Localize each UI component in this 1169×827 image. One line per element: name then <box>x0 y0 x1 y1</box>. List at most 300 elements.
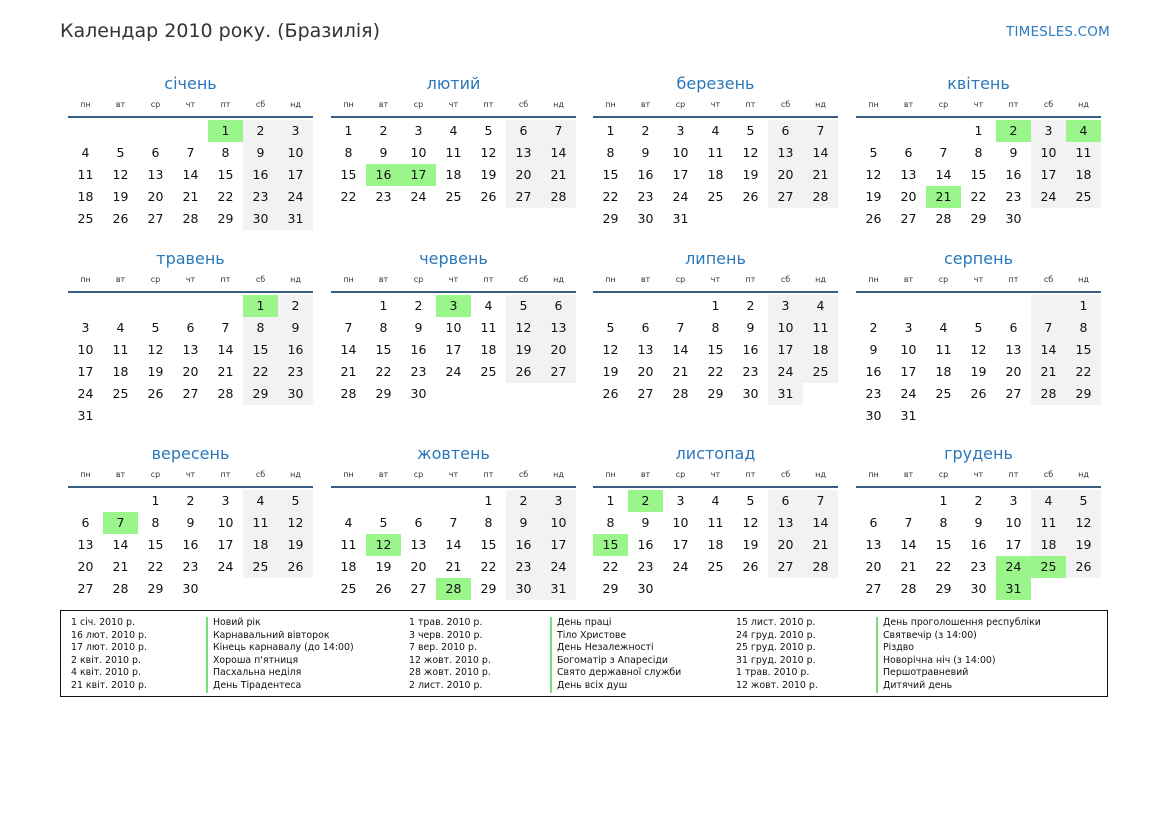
day-grid <box>68 490 313 600</box>
empty-cell <box>628 295 663 317</box>
day-cell: 28 <box>182 211 199 226</box>
day-cell: 13 <box>1005 342 1022 357</box>
day-cell: 31 <box>672 211 689 226</box>
day-cell: 3 <box>1009 493 1018 508</box>
day-cell: 14 <box>217 342 234 357</box>
day-cell: 19 <box>865 189 882 204</box>
day-cell: 26 <box>278 556 313 578</box>
day-cell: 22 <box>602 559 619 574</box>
day-cell: 5 <box>606 320 615 335</box>
day-cell: 28 <box>935 211 952 226</box>
day-cell-holiday: 17 <box>401 164 436 186</box>
day-cell: 16 <box>637 167 654 182</box>
weekday-label: чт <box>973 470 984 479</box>
empty-cell <box>436 383 471 405</box>
day-cell: 9 <box>1009 145 1018 160</box>
weekday-label: вт <box>115 470 126 479</box>
day-cell: 5 <box>151 320 160 335</box>
month-4 <box>856 73 1101 230</box>
empty-cell <box>208 295 243 317</box>
day-cell: 17 <box>541 534 576 556</box>
day-cell: 7 <box>904 515 913 530</box>
month-name: квітень <box>947 74 1010 93</box>
day-cell: 12 <box>506 317 541 339</box>
day-cell: 14 <box>900 537 917 552</box>
day-cell: 3 <box>541 490 576 512</box>
empty-cell <box>996 405 1031 427</box>
day-cell: 18 <box>803 339 838 361</box>
day-cell: 28 <box>340 386 357 401</box>
day-cell: 24 <box>77 386 94 401</box>
day-cell: 7 <box>541 120 576 142</box>
day-cell: 1 <box>151 493 160 508</box>
page-title: Календар 2010 року. (Бразилія) <box>60 20 381 42</box>
day-grid <box>856 120 1101 230</box>
day-cell: 1 <box>939 493 948 508</box>
legend-date: 1 трав. 2010 р. <box>409 617 483 628</box>
empty-cell <box>856 295 891 317</box>
day-cell: 27 <box>541 361 576 383</box>
weekday-label: вт <box>378 275 389 284</box>
empty-cell <box>733 208 768 230</box>
day-cell-holiday: 25 <box>1031 556 1066 578</box>
day-cell: 23 <box>182 559 199 574</box>
day-cell: 28 <box>803 556 838 578</box>
day-cell: 12 <box>865 167 882 182</box>
legend-date: 17 лют. 2010 р. <box>71 642 147 654</box>
day-cell: 25 <box>1066 186 1101 208</box>
day-cell: 14 <box>112 537 129 552</box>
weekday-header <box>593 273 838 293</box>
day-cell: 16 <box>637 537 654 552</box>
day-cell: 5 <box>484 123 493 138</box>
day-cell: 8 <box>221 145 230 160</box>
weekday-label: вт <box>378 100 389 109</box>
day-cell: 30 <box>410 386 427 401</box>
day-cell: 2 <box>641 123 650 138</box>
weekday-label: нд <box>290 100 301 109</box>
day-cell: 26 <box>147 386 164 401</box>
day-cell: 30 <box>865 408 882 423</box>
day-cell: 15 <box>375 342 392 357</box>
day-cell: 12 <box>278 512 313 534</box>
day-cell: 17 <box>217 537 234 552</box>
empty-cell <box>1066 578 1101 600</box>
day-cell: 14 <box>340 342 357 357</box>
legend-holiday-name: День Незалежності <box>557 642 654 654</box>
day-cell: 21 <box>340 364 357 379</box>
weekday-label: пн <box>868 100 879 109</box>
weekday-label: ср <box>675 470 686 479</box>
day-cell: 30 <box>970 581 987 596</box>
day-cell: 11 <box>1066 142 1101 164</box>
day-cell: 23 <box>410 364 427 379</box>
day-cell: 29 <box>602 211 619 226</box>
empty-cell <box>733 578 768 600</box>
day-cell: 11 <box>1031 512 1066 534</box>
weekday-header <box>68 468 313 488</box>
day-cell-holiday: 28 <box>436 578 471 600</box>
day-cell: 13 <box>77 537 94 552</box>
legend-date: 15 лист. 2010 р. <box>736 617 816 628</box>
day-cell: 15 <box>340 167 357 182</box>
weekday-label: сб <box>518 275 529 284</box>
weekday-label: чт <box>973 275 984 284</box>
day-cell-holiday: 21 <box>926 186 961 208</box>
day-cell: 24 <box>445 364 462 379</box>
day-cell: 2 <box>243 120 278 142</box>
day-cell: 15 <box>602 167 619 182</box>
empty-cell <box>698 208 733 230</box>
day-cell: 13 <box>506 142 541 164</box>
day-cell: 15 <box>935 537 952 552</box>
day-cell: 17 <box>278 164 313 186</box>
day-cell: 17 <box>445 342 462 357</box>
day-cell: 24 <box>672 559 689 574</box>
month-name: жовтень <box>417 444 490 463</box>
day-cell: 29 <box>217 211 234 226</box>
day-grid <box>331 295 576 405</box>
day-cell: 5 <box>974 320 983 335</box>
weekday-label: пт <box>1008 275 1019 284</box>
legend-names-column <box>206 617 354 693</box>
day-cell: 27 <box>506 186 541 208</box>
empty-cell <box>103 295 138 317</box>
empty-cell <box>138 405 173 427</box>
day-cell-holiday: 2 <box>996 120 1031 142</box>
day-cell: 9 <box>974 515 983 530</box>
weekday-label: чт <box>448 275 459 284</box>
day-cell: 9 <box>414 320 423 335</box>
site-link[interactable]: TIMESLES.COM <box>1006 24 1110 40</box>
day-cell: 13 <box>410 537 427 552</box>
day-cell: 24 <box>278 186 313 208</box>
empty-cell <box>436 490 471 512</box>
day-cell-holiday: 7 <box>103 512 138 534</box>
day-cell: 2 <box>186 493 195 508</box>
day-cell: 6 <box>151 145 160 160</box>
day-cell: 9 <box>746 320 755 335</box>
day-cell: 28 <box>900 581 917 596</box>
month-name: серпень <box>944 249 1013 268</box>
day-cell: 25 <box>935 386 952 401</box>
legend-date: 1 січ. 2010 р. <box>71 617 135 628</box>
day-cell: 9 <box>243 142 278 164</box>
day-cell: 27 <box>410 581 427 596</box>
legend-holiday-name: Святвечір (з 14:00) <box>883 629 977 641</box>
legend-holiday-name: День праці <box>557 617 612 628</box>
day-cell: 22 <box>602 189 619 204</box>
empty-cell <box>173 120 208 142</box>
day-cell: 5 <box>506 295 541 317</box>
month-name: березень <box>676 74 755 93</box>
legend-date: 25 груд. 2010 р. <box>736 642 816 654</box>
day-cell: 8 <box>711 320 720 335</box>
weekday-label: пн <box>343 470 354 479</box>
empty-cell <box>926 295 961 317</box>
day-cell: 10 <box>77 342 94 357</box>
day-cell: 26 <box>742 189 759 204</box>
empty-cell <box>996 295 1031 317</box>
day-cell: 12 <box>970 342 987 357</box>
day-cell: 25 <box>340 581 357 596</box>
weekday-label: нд <box>553 470 564 479</box>
day-cell: 20 <box>1005 364 1022 379</box>
day-cell: 29 <box>375 386 392 401</box>
empty-cell <box>366 490 401 512</box>
day-cell: 20 <box>768 164 803 186</box>
day-cell: 4 <box>116 320 125 335</box>
day-cell: 15 <box>217 167 234 182</box>
weekday-label: пт <box>220 100 231 109</box>
day-cell: 21 <box>182 189 199 204</box>
day-grid <box>856 490 1101 600</box>
day-cell: 25 <box>445 189 462 204</box>
month-name: січень <box>164 74 217 93</box>
day-cell: 11 <box>77 167 94 182</box>
empty-cell <box>961 295 996 317</box>
day-cell: 20 <box>410 559 427 574</box>
day-cell: 6 <box>869 515 878 530</box>
day-cell: 19 <box>147 364 164 379</box>
legend-date: 24 груд. 2010 р. <box>736 629 816 641</box>
empty-cell <box>856 120 891 142</box>
empty-cell <box>243 405 278 427</box>
day-cell: 24 <box>1031 186 1066 208</box>
weekday-label: пт <box>745 275 756 284</box>
day-cell: 6 <box>904 145 913 160</box>
day-cell: 29 <box>480 581 497 596</box>
day-cell: 31 <box>768 383 803 405</box>
day-cell: 4 <box>939 320 948 335</box>
day-cell: 13 <box>541 317 576 339</box>
day-cell: 22 <box>147 559 164 574</box>
day-grid <box>856 295 1101 427</box>
day-cell: 12 <box>1066 512 1101 534</box>
day-cell: 12 <box>742 515 759 530</box>
weekday-label: пн <box>80 470 91 479</box>
empty-cell <box>926 405 961 427</box>
legend-date: 7 вер. 2010 р. <box>409 642 477 654</box>
legend-date: 3 черв. 2010 р. <box>409 629 483 641</box>
day-cell-holiday: 15 <box>593 534 628 556</box>
day-cell: 14 <box>445 537 462 552</box>
day-cell: 13 <box>768 142 803 164</box>
empty-cell <box>803 208 838 230</box>
day-cell: 25 <box>243 556 278 578</box>
empty-cell <box>243 578 278 600</box>
day-cell: 19 <box>742 537 759 552</box>
day-cell: 5 <box>116 145 125 160</box>
weekday-label: вт <box>903 275 914 284</box>
day-cell: 14 <box>541 142 576 164</box>
weekday-label: пт <box>483 275 494 284</box>
weekday-label: сб <box>1043 470 1054 479</box>
day-cell: 10 <box>900 342 917 357</box>
day-cell: 4 <box>243 490 278 512</box>
empty-cell <box>506 383 541 405</box>
legend-holiday-name: Хороша п'ятниця <box>213 654 299 666</box>
day-cell: 25 <box>707 189 724 204</box>
day-cell: 21 <box>803 164 838 186</box>
day-cell: 5 <box>278 490 313 512</box>
weekday-label: ср <box>675 100 686 109</box>
day-cell: 9 <box>278 317 313 339</box>
weekday-label: чт <box>973 100 984 109</box>
empty-cell <box>926 120 961 142</box>
weekday-label: нд <box>1078 470 1089 479</box>
empty-cell <box>1066 208 1101 230</box>
day-cell: 18 <box>707 167 724 182</box>
day-cell: 12 <box>112 167 129 182</box>
month-7 <box>593 248 838 405</box>
day-cell: 2 <box>974 493 983 508</box>
day-cell: 3 <box>1031 120 1066 142</box>
empty-cell <box>401 490 436 512</box>
day-cell: 10 <box>672 515 689 530</box>
empty-cell <box>541 383 576 405</box>
legend-holiday-name: День всіх душ <box>557 679 628 691</box>
day-cell: 26 <box>112 211 129 226</box>
legend-holiday-name: Дитячий день <box>883 679 953 691</box>
legend-holiday-name: Кінець карнавалу (до 14:00) <box>213 642 354 654</box>
month-6 <box>331 248 576 405</box>
weekday-label: пн <box>80 275 91 284</box>
day-cell: 4 <box>711 493 720 508</box>
day-cell: 1 <box>711 298 720 313</box>
day-cell: 28 <box>112 581 129 596</box>
day-cell: 6 <box>1009 320 1018 335</box>
day-cell: 23 <box>1005 189 1022 204</box>
day-cell: 23 <box>742 364 759 379</box>
day-cell: 1 <box>606 493 615 508</box>
legend-date: 1 трав. 2010 р. <box>736 667 810 679</box>
weekday-label: ср <box>150 275 161 284</box>
day-cell: 1 <box>606 123 615 138</box>
empty-cell <box>663 295 698 317</box>
day-cell: 3 <box>221 493 230 508</box>
weekday-label: сб <box>780 470 791 479</box>
empty-cell <box>803 578 838 600</box>
day-cell: 19 <box>278 534 313 556</box>
day-cell: 17 <box>672 537 689 552</box>
empty-cell <box>856 490 891 512</box>
legend-date: 2 квіт. 2010 р. <box>71 654 141 666</box>
day-cell: 19 <box>742 167 759 182</box>
day-cell: 6 <box>768 490 803 512</box>
legend-holiday-name: Тіло Христове <box>557 629 627 641</box>
weekday-label: чт <box>185 470 196 479</box>
day-cell: 27 <box>1005 386 1022 401</box>
weekday-label: сб <box>518 100 529 109</box>
empty-cell <box>138 295 173 317</box>
day-cell: 31 <box>77 408 94 423</box>
weekday-label: сб <box>780 275 791 284</box>
day-cell: 19 <box>506 339 541 361</box>
day-cell: 18 <box>707 537 724 552</box>
weekday-header <box>331 273 576 293</box>
day-cell: 4 <box>803 295 838 317</box>
weekday-label: сб <box>1043 100 1054 109</box>
day-cell: 26 <box>506 361 541 383</box>
day-cell: 4 <box>344 515 353 530</box>
day-cell: 3 <box>904 320 913 335</box>
weekday-label: чт <box>710 470 721 479</box>
empty-cell <box>1031 295 1066 317</box>
empty-cell <box>1066 405 1101 427</box>
day-cell: 19 <box>602 364 619 379</box>
day-cell: 16 <box>970 537 987 552</box>
day-cell: 7 <box>803 120 838 142</box>
day-cell: 13 <box>147 167 164 182</box>
empty-cell <box>331 490 366 512</box>
month-name: травень <box>156 249 225 268</box>
empty-cell <box>138 120 173 142</box>
weekday-label: пт <box>745 100 756 109</box>
day-cell: 8 <box>606 145 615 160</box>
day-cell: 5 <box>379 515 388 530</box>
day-cell: 11 <box>480 320 497 335</box>
day-cell: 26 <box>480 189 497 204</box>
day-cell: 13 <box>768 512 803 534</box>
day-cell: 26 <box>602 386 619 401</box>
legend-holiday-name: Різдво <box>883 642 914 654</box>
day-cell: 9 <box>641 145 650 160</box>
month-5 <box>68 248 313 427</box>
day-cell: 13 <box>900 167 917 182</box>
day-cell: 26 <box>742 559 759 574</box>
day-cell: 2 <box>278 295 313 317</box>
weekday-label: ср <box>675 275 686 284</box>
weekday-label: пт <box>483 100 494 109</box>
day-cell: 21 <box>217 364 234 379</box>
day-cell: 6 <box>186 320 195 335</box>
day-cell: 2 <box>414 298 423 313</box>
day-grid <box>68 120 313 230</box>
empty-cell <box>68 120 103 142</box>
day-cell: 9 <box>869 342 878 357</box>
weekday-label: вт <box>903 100 914 109</box>
day-cell: 2 <box>379 123 388 138</box>
weekday-label: вт <box>640 470 651 479</box>
day-cell: 1 <box>379 298 388 313</box>
day-cell: 30 <box>1005 211 1022 226</box>
legend-holiday-name: Першотравневий <box>883 667 969 679</box>
month-name: вересень <box>151 444 230 463</box>
day-cell: 30 <box>637 581 654 596</box>
day-cell: 7 <box>676 320 685 335</box>
day-cell: 16 <box>278 339 313 361</box>
day-cell: 18 <box>243 534 278 556</box>
day-cell: 25 <box>707 559 724 574</box>
day-cell: 14 <box>1031 339 1066 361</box>
day-cell: 15 <box>243 339 278 361</box>
day-cell: 18 <box>77 189 94 204</box>
day-cell: 29 <box>147 581 164 596</box>
day-cell: 22 <box>970 189 987 204</box>
day-cell: 20 <box>506 164 541 186</box>
day-cell: 3 <box>676 123 685 138</box>
day-cell: 6 <box>414 515 423 530</box>
day-cell: 8 <box>484 515 493 530</box>
weekday-label: нд <box>553 275 564 284</box>
day-cell: 22 <box>480 559 497 574</box>
day-cell: 16 <box>742 342 759 357</box>
day-cell-holiday: 16 <box>366 164 401 186</box>
day-cell: 4 <box>484 298 493 313</box>
day-cell: 10 <box>672 145 689 160</box>
day-cell: 14 <box>803 142 838 164</box>
